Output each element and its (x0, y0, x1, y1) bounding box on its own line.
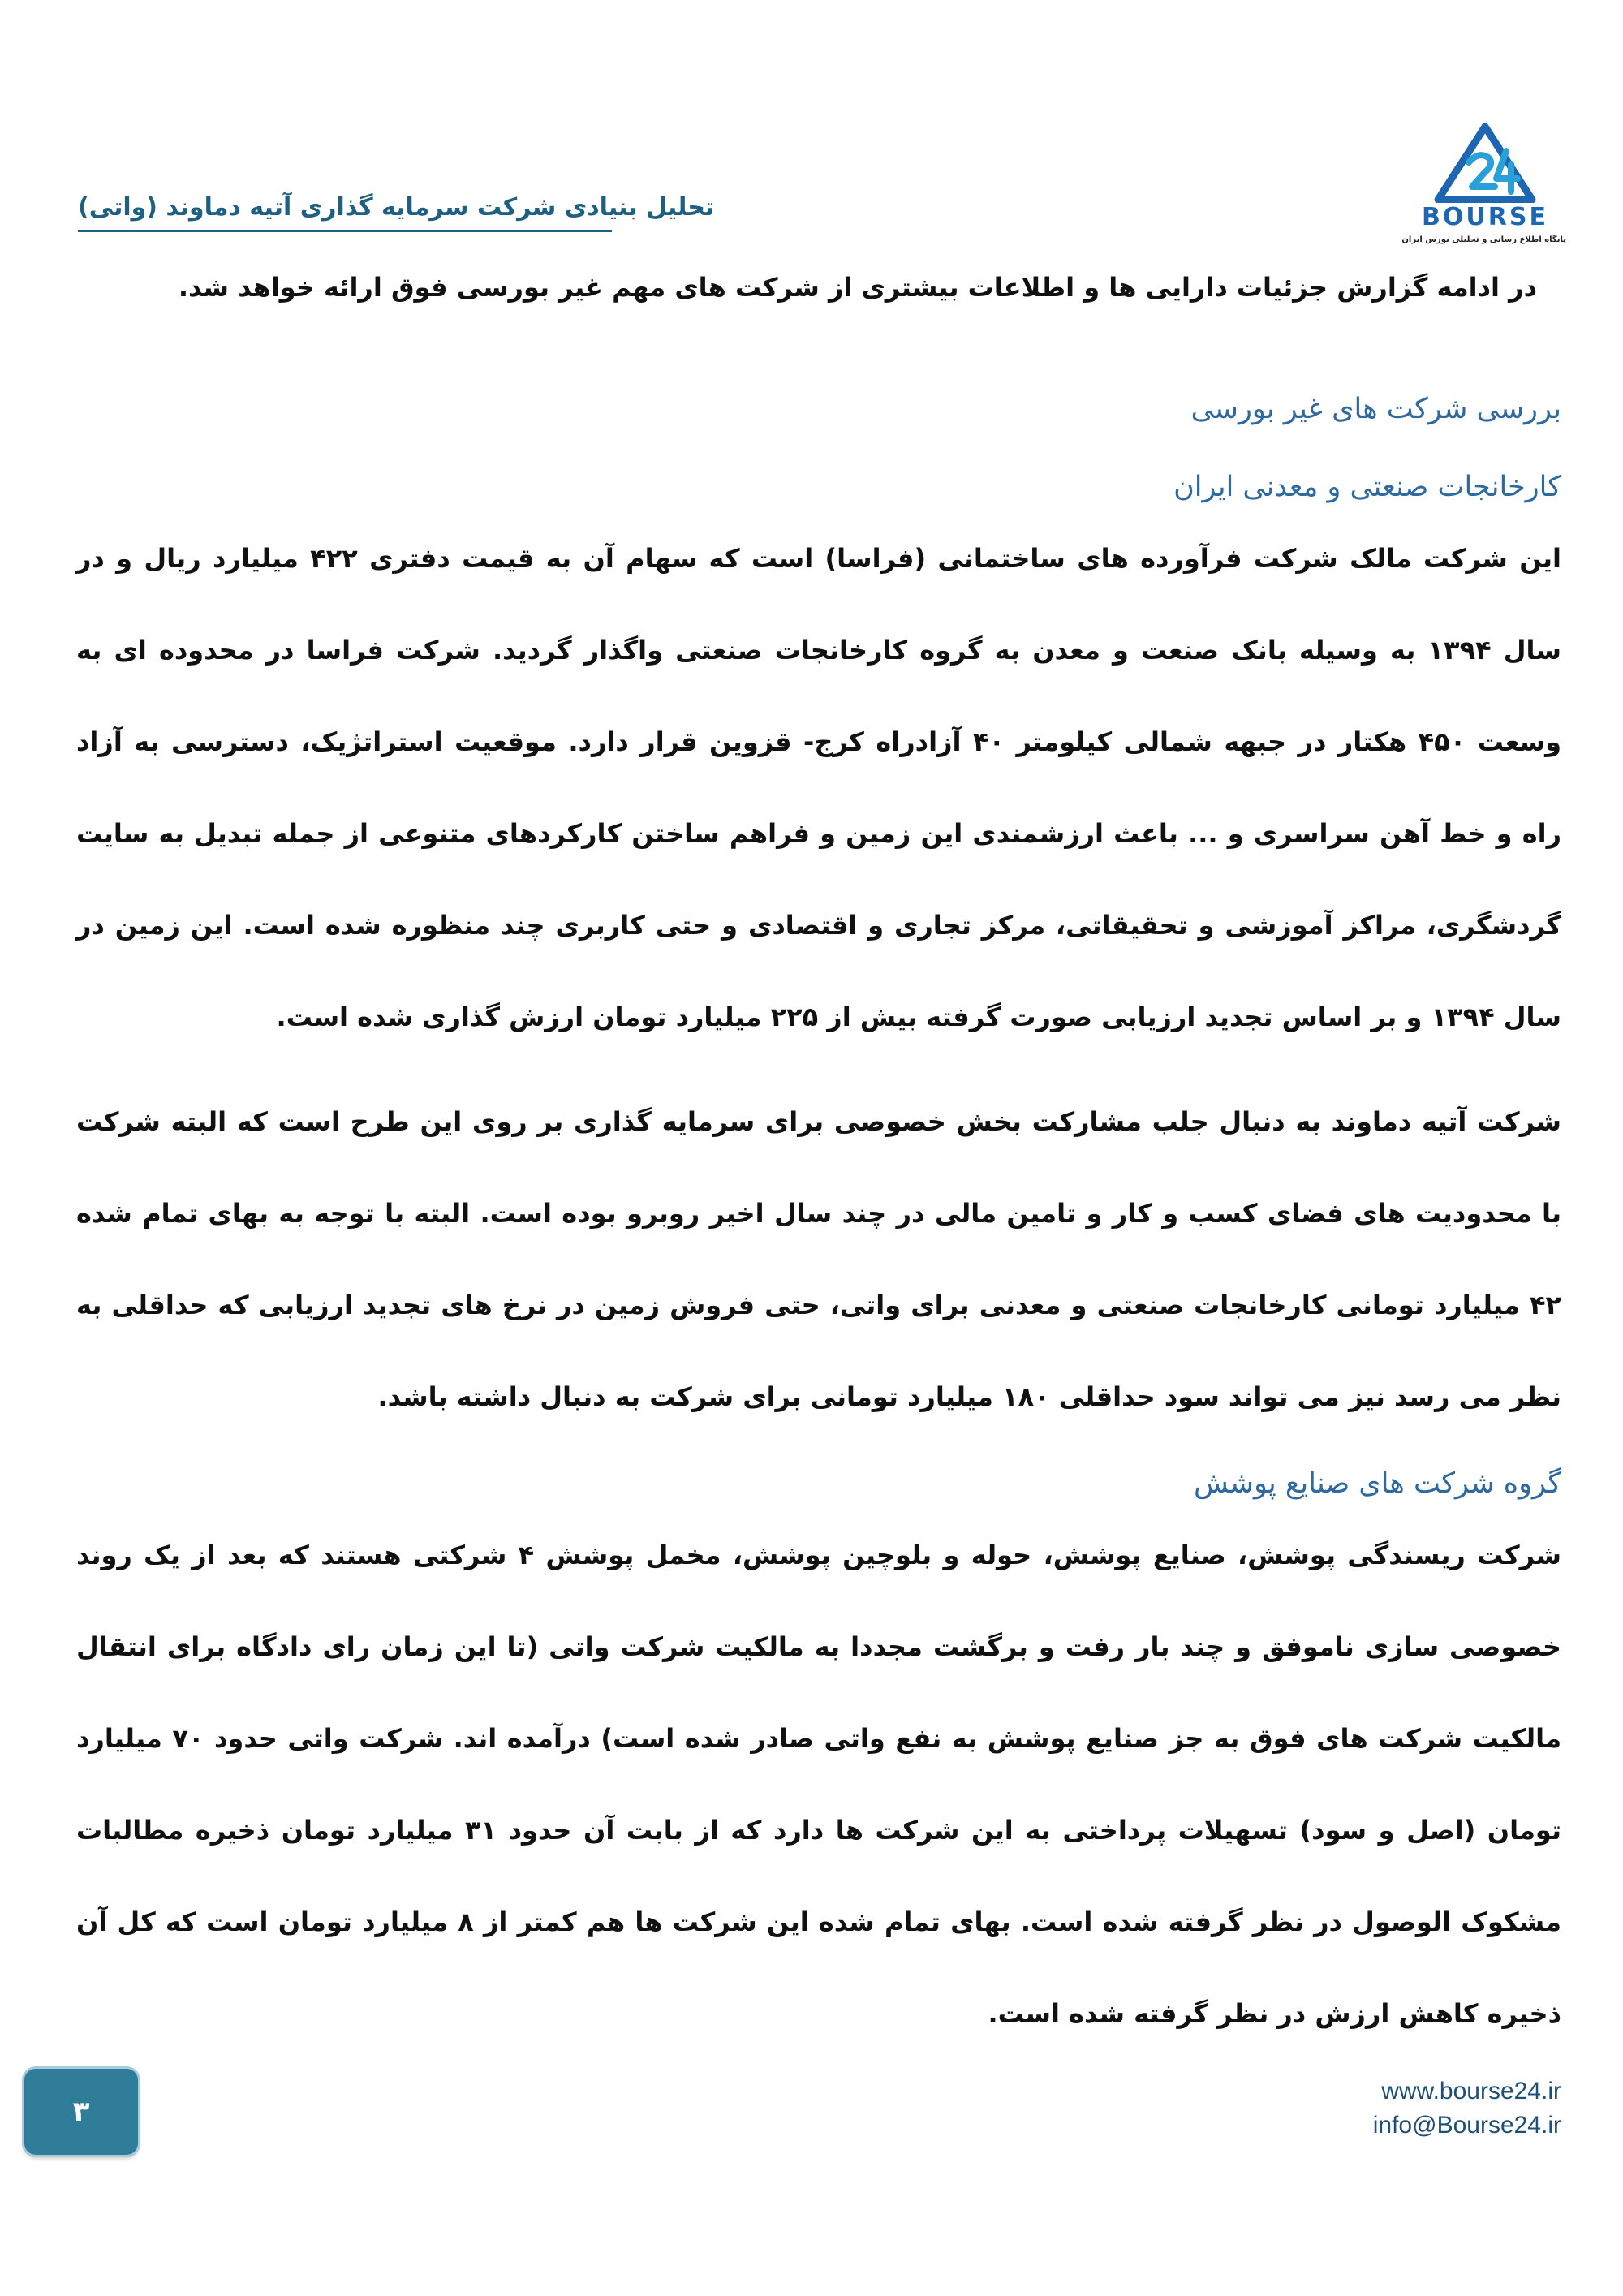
paragraph-pooshesh: شرکت ریسندگی پوشش، صنایع پوشش، حوله و بلوچین پوشش، مخمل پوشش ۴ شرکتی هستند که بعد از یک روند خصوصی سازی ناموفق و چند بار رفت و برگشت مجددا به مالکیت شرکت واتی (تا این زمان رای دادگاه برای انتقال مالکیت شرکت های فوق به جز صنایع پوشش به نفع واتی صادر شده است) درآمده اند. شرکت واتی حدود ۷۰ میلیارد تومان (اصل و سود) تسهیلات پرداختی به این شرکت ها دارد که از بابت آن حدود ۳۱ میلیارد تومان ذخیره مطالبات مشکوک الوصول در نظر گرفته شده است. بهای تمام شده این شرکت ها هم کمتر از ۸ میلیارد تومان است که کل آن ذخیره کاهش ارزش در نظر گرفته شده است. (76, 1540, 1562, 2029)
main-content (76, 261, 1561, 2060)
intro-paragraph: در ادامه گزارش جزئیات دارایی ها و اطلاعات بیشتری از شرکت های مهم غیر بورسی فوق ارائه خواهد شد. (178, 272, 1537, 303)
bourse24-logo (1401, 122, 1566, 252)
logo-tagline: پایگاه اطلاع رسانی و تحلیلی بورس ایران (1401, 235, 1566, 244)
page-number-badge: ۳ (24, 2069, 138, 2155)
website-link[interactable]: www.bourse24.ir (1381, 2078, 1561, 2104)
logo-wordmark: BOURSE (1422, 203, 1548, 231)
email-link[interactable]: info@Bourse24.ir (1372, 2112, 1561, 2139)
report-title: تحلیل بنیادی شرکت سرمایه گذاری آتیه دماوند (واتی) (78, 193, 715, 222)
paragraph-farasa: این شرکت مالک شرکت فرآورده های ساختمانی (فراسا) است که سهام آن به قیمت دفتری ۴۲۲ میلیارد ریال و در سال ۱۳۹۴ به وسیله بانک صنعت و معدن به گروه کارخانجات صنعتی واگذار گردید. شرکت فراسا در محدوده ای به وسعت ۴۵۰ هکتار در جبهه شمالی کیلومتر ۴۰ آزادراه کرج- قزوین قرار دارد. موقعیت استراتژیک، دسترسی به آزاد راه و خط آهن سراسری و ... باعث ارزشمندی این زمین و فراهم ساختن کارکردهای متنوعی از جمله تبدیل به سایت گردشگری، مراکز آموزشی و تحقیقاتی، مرکز تجاری و اقتصادی و حتی کاربری چند منظوره شده است. این زمین در سال ۱۳۹۴ و بر اساس تجدید ارزیابی صورت گرفته بیش از ۲۲۵ میلیارد تومان ارزش گذاری شده است. (76, 543, 1562, 1032)
section-heading-non-listed: بررسی شرکت های غیر بورسی (1190, 393, 1561, 425)
section-heading-pooshesh: گروه شرکت های صنایع پوشش (1194, 1467, 1561, 1500)
paragraph-atieh-damavand: شرکت آتیه دماوند به دنبال جلب مشارکت بخش خصوصی برای سرمایه گذاری بر روی این طرح است که البته شرکت با محدودیت های فضای کسب و کار و تامین مالی در چند سال اخیر روبرو بوده است. البته با توجه به بهای تمام شده ۴۲ میلیارد تومانی کارخانجات صنعتی و معدنی برای واتی، حتی فروش زمین در نرخ های تجدید ارزیابی که حداقلی به نظر می رسد نیز می تواند سود حداقلی ۱۸۰ میلیارد تومانی برای شرکت به دنبال داشته باشد. (76, 1106, 1561, 1412)
subheading-industrial-mining: کارخانجات صنعتی و معدنی ایران (1173, 471, 1561, 503)
logo-triangle-icon (1404, 122, 1566, 203)
header-underline (78, 230, 612, 232)
footer-contact (1331, 2074, 1561, 2143)
